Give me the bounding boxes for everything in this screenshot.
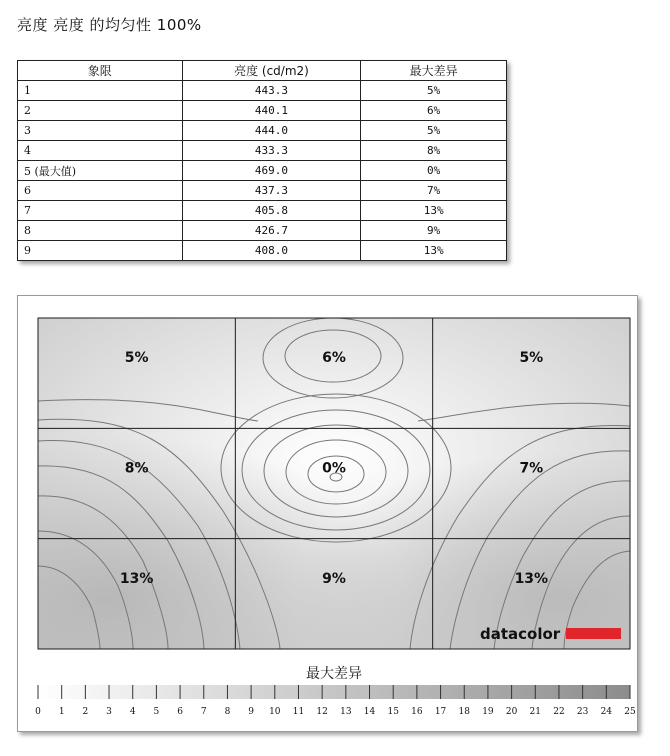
header-luminance: 亮度 (cd/m2) <box>182 61 361 81</box>
difference-cell: 13% <box>361 241 507 261</box>
luminance-cell: 443.3 <box>182 81 361 101</box>
luminance-cell: 444.0 <box>182 121 361 141</box>
quadrant-cell: 5 (最大值) <box>18 161 183 181</box>
luminance-cell: 440.1 <box>182 101 361 121</box>
legend-tick-label: 25 <box>624 707 636 717</box>
legend-tick-label: 12 <box>316 707 328 717</box>
legend-tick-label: 23 <box>576 707 589 717</box>
quadrant-cell: 3 <box>18 121 183 141</box>
table-row <box>18 201 507 221</box>
quadrant-label: 7% <box>519 460 544 477</box>
legend-tick-label: 15 <box>387 707 399 717</box>
legend-tick-label: 14 <box>363 707 376 717</box>
difference-cell: 0% <box>361 161 507 181</box>
quadrant-cell: 9 <box>18 241 183 261</box>
uniformity-heatmap <box>18 296 637 731</box>
legend-tick-label: 18 <box>458 707 470 717</box>
legend-tick-label: 8 <box>224 707 231 717</box>
legend-tick-label: 2 <box>82 707 89 717</box>
table-row <box>18 161 507 181</box>
quadrant-label: 13% <box>514 570 549 587</box>
table-row <box>18 141 507 161</box>
legend-tick-label: 21 <box>529 707 542 717</box>
luminance-cell: 469.0 <box>182 161 361 181</box>
table-body <box>18 81 507 261</box>
difference-cell: 13% <box>361 201 507 221</box>
table-row <box>18 241 507 261</box>
legend-tick-label: 3 <box>106 707 112 717</box>
legend-title: 最大差异 <box>306 666 362 682</box>
legend-tick-label: 6 <box>177 707 183 717</box>
legend-tick-label: 20 <box>505 707 518 717</box>
luminance-cell: 405.8 <box>182 201 361 221</box>
luminance-cell: 426.7 <box>182 221 361 241</box>
legend-tick-label: 10 <box>269 707 281 717</box>
quadrant-label: 13% <box>119 570 154 587</box>
quadrant-label: 5% <box>124 350 149 367</box>
quadrant-cell: 4 <box>18 141 183 161</box>
uniformity-table-card <box>17 60 507 261</box>
luminance-cell: 433.3 <box>182 141 361 161</box>
quadrant-cell: 2 <box>18 101 183 121</box>
datacolor-logo-text: datacolor <box>480 625 561 643</box>
legend-tick-label: 11 <box>292 707 305 717</box>
difference-cell: 5% <box>361 121 507 141</box>
luminance-cell: 437.3 <box>182 181 361 201</box>
datacolor-logo-bar <box>566 628 621 639</box>
quadrant-label: 6% <box>322 350 346 367</box>
legend-tick-label: 0 <box>35 707 41 717</box>
legend-tick-label: 4 <box>129 707 136 717</box>
legend-tick-label: 1 <box>58 707 65 717</box>
header-max-difference: 最大差异 <box>361 61 507 81</box>
quadrant-cell: 8 <box>18 221 183 241</box>
legend-tick-label: 19 <box>482 707 494 717</box>
difference-cell: 6% <box>361 101 507 121</box>
quadrant-label: 0% <box>322 460 346 477</box>
legend-tick-label: 16 <box>411 707 423 717</box>
legend-tick-label: 17 <box>434 707 447 717</box>
quadrant-cell: 6 <box>18 181 183 201</box>
quadrant-label: 9% <box>322 570 346 587</box>
legend-tick-label: 24 <box>600 707 613 717</box>
difference-cell: 9% <box>361 221 507 241</box>
legend-tick-label: 13 <box>340 707 352 717</box>
uniformity-chart-card <box>17 295 638 732</box>
uniformity-table <box>17 60 507 261</box>
legend-gradient-bar <box>38 685 630 699</box>
table-row <box>18 81 507 101</box>
legend-tick-label: 9 <box>248 707 254 717</box>
color-legend <box>35 685 636 717</box>
legend-tick-label: 7 <box>200 707 207 717</box>
table-row <box>18 221 507 241</box>
page-title: 亮度 亮度 的均匀性 100% <box>17 16 202 34</box>
quadrant-label: 8% <box>124 460 149 477</box>
luminance-cell: 408.0 <box>182 241 361 261</box>
table-row <box>18 181 507 201</box>
quadrant-cell: 1 <box>18 81 183 101</box>
legend-tick-label: 22 <box>553 707 565 717</box>
legend-tick-label: 5 <box>153 707 160 717</box>
quadrant-label: 5% <box>519 350 544 367</box>
table-header-row <box>18 61 507 81</box>
heatmap-background <box>38 318 630 649</box>
difference-cell: 7% <box>361 181 507 201</box>
quadrant-cell: 7 <box>18 201 183 221</box>
difference-cell: 8% <box>361 141 507 161</box>
table-row <box>18 121 507 141</box>
table-row <box>18 101 507 121</box>
header-quadrant: 象限 <box>18 61 183 81</box>
difference-cell: 5% <box>361 81 507 101</box>
